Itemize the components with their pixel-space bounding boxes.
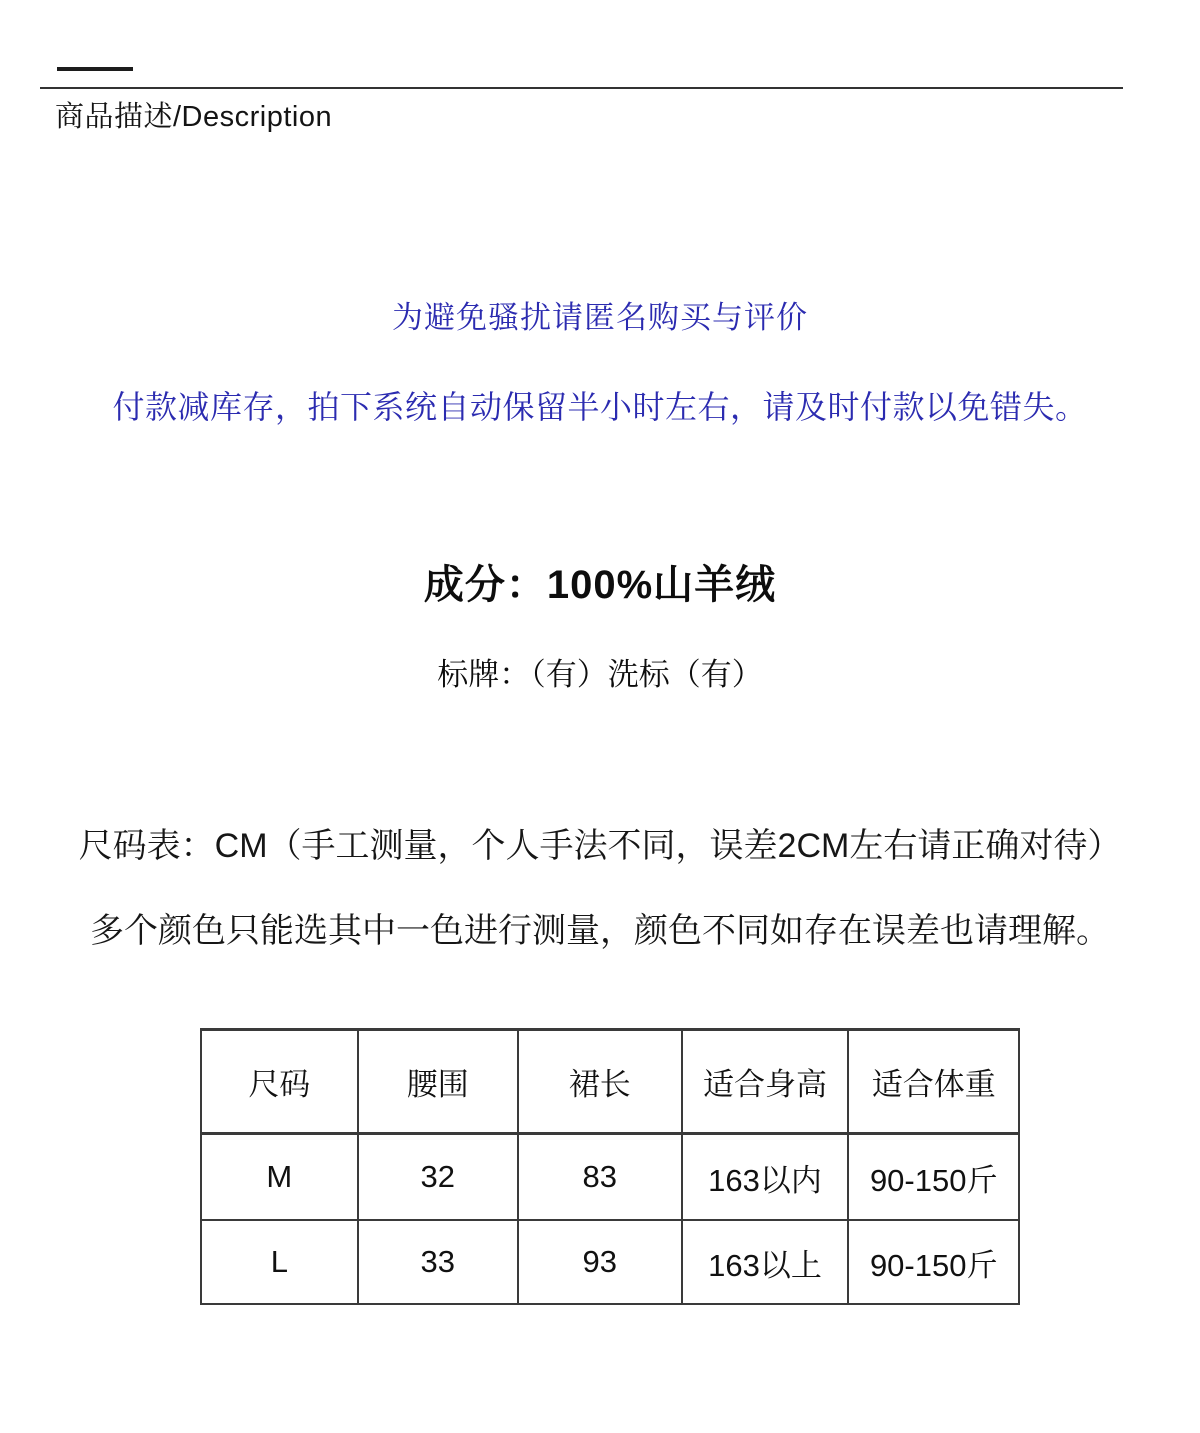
size-chart-measurement-note: 尺码表：CM（手工测量，个人手法不同，误差2CM左右请正确对待） xyxy=(78,827,1122,865)
column-header-skirt-length: 裙长 xyxy=(518,1030,682,1134)
cell-weight: 90-150斤 xyxy=(848,1134,1019,1221)
table-row-size-l xyxy=(201,1220,1019,1304)
cell-waist: 32 xyxy=(358,1134,518,1221)
size-chart-color-note: 多个颜色只能选其中一色进行测量，颜色不同如存在误差也请理解。 xyxy=(90,912,1110,950)
cell-skirt-length: 83 xyxy=(518,1134,682,1221)
labels-info: 标牌：（有）洗标（有） xyxy=(437,657,763,692)
cell-size: L xyxy=(201,1220,358,1304)
composition-heading: 成分：100%山羊绒 xyxy=(423,563,777,607)
column-header-waist: 腰围 xyxy=(358,1030,518,1134)
cell-size: M xyxy=(201,1134,358,1221)
column-header-weight: 适合体重 xyxy=(848,1030,1019,1134)
cell-skirt-length: 93 xyxy=(518,1220,682,1304)
cell-waist: 33 xyxy=(358,1220,518,1304)
anonymous-purchase-notice: 为避免骚扰请匿名购买与评价 xyxy=(392,300,808,335)
cell-height: 163以上 xyxy=(682,1220,849,1304)
cell-height: 163以内 xyxy=(682,1134,849,1221)
payment-stock-notice: 付款减库存，拍下系统自动保留半小时左右，请及时付款以免错失。 xyxy=(112,389,1088,425)
cell-weight: 90-150斤 xyxy=(848,1220,1019,1304)
header-divider-line xyxy=(40,87,1123,89)
column-header-height: 适合身高 xyxy=(682,1030,849,1134)
section-title: 商品描述/Description xyxy=(55,101,333,133)
column-header-size: 尺码 xyxy=(201,1030,358,1134)
size-chart-table xyxy=(200,1028,1020,1305)
size-table-header-row xyxy=(201,1030,1019,1134)
table-row-size-m xyxy=(201,1134,1019,1221)
header-accent-dash xyxy=(57,67,133,71)
